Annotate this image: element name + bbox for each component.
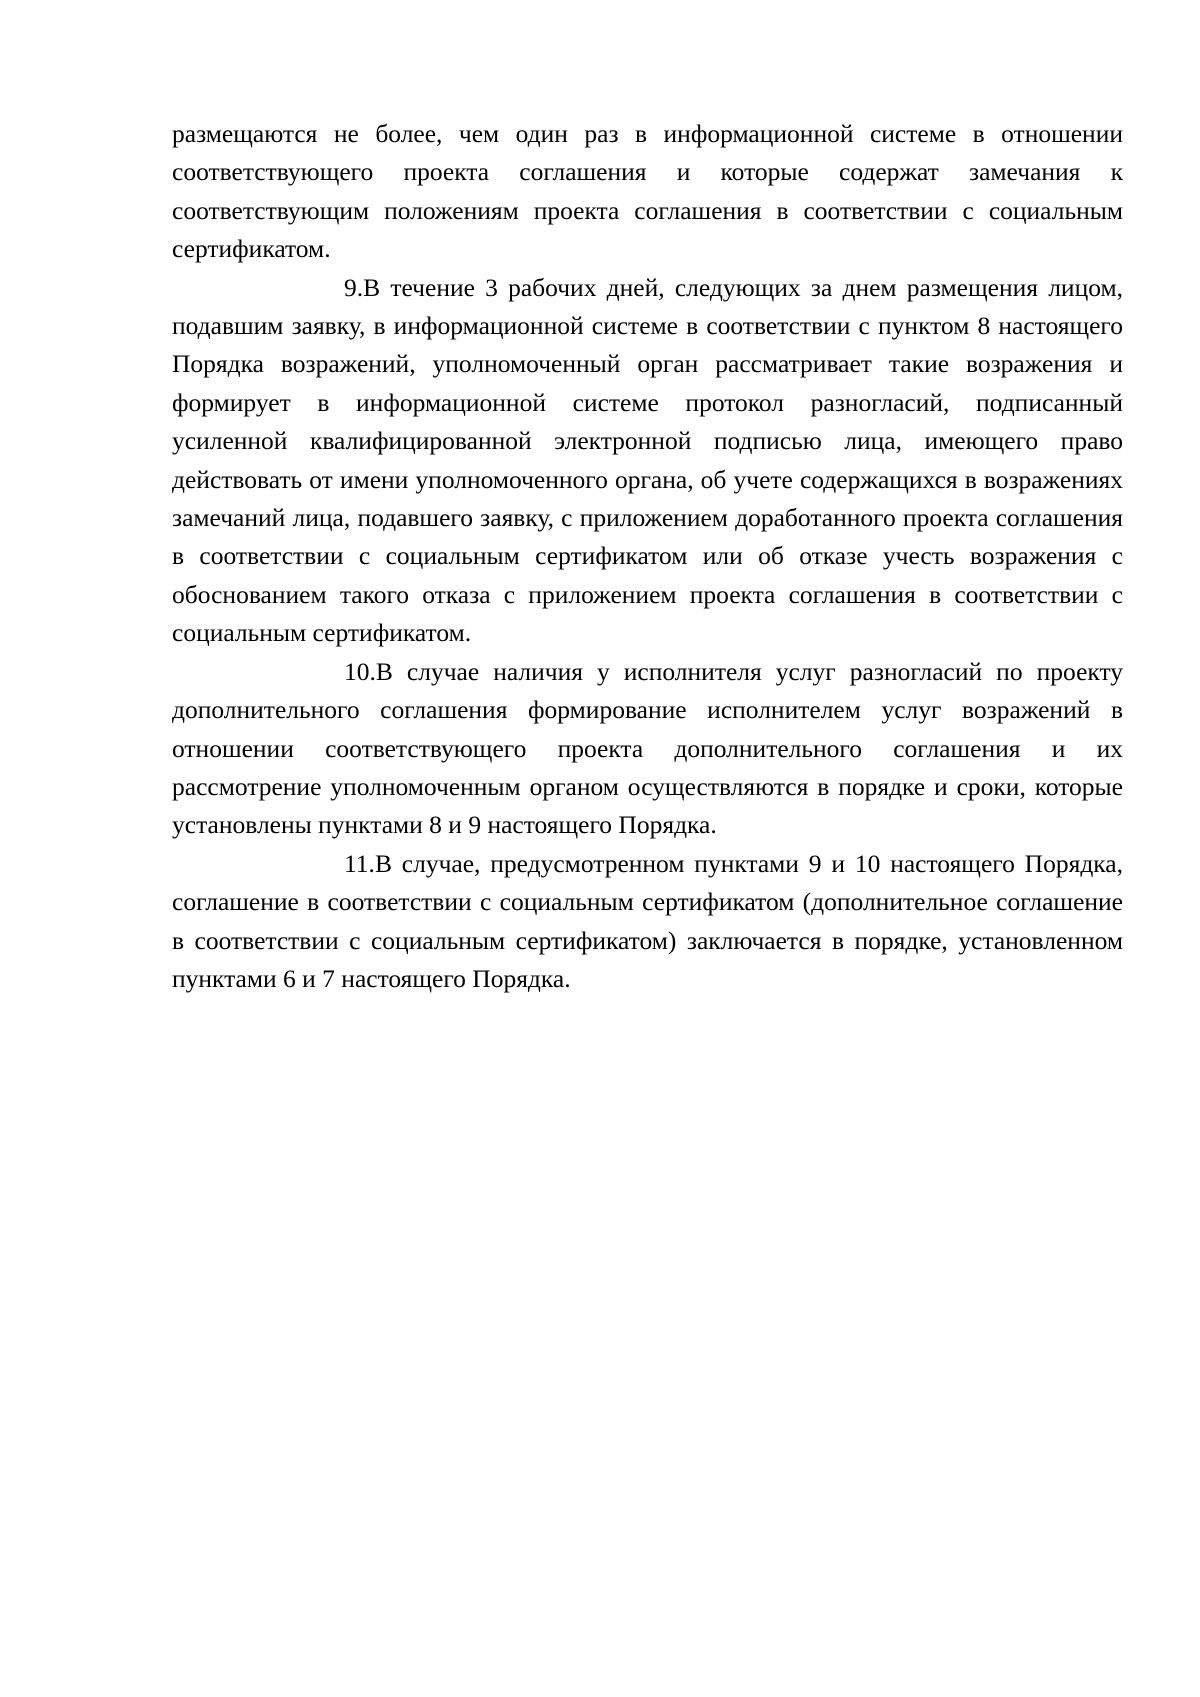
paragraph-10 — [172, 653, 1123, 845]
paragraph-text: В течение 3 рабочих дней, следующих за днем размещения лицом, подавшим заявку, в информационной системе в соответствии с пунктом 8 настоящего Порядка возражений, уполномоченный орган рассматривает такие возражения и формирует в информационной системе протокол разногласий, подписанный усиленной квалифицированной электронной подписью лица, имеющего право действовать от имени уполномоченного органа, об учете содержащихся в возражениях замечаний лица, подавшего заявку, с приложением доработанного проекта соглашения в соответствии с социальным сертификатом или об отказе учесть возражения с обоснованием такого отказа с приложением проекта соглашения в соответствии с социальным сертификатом. — [172, 272, 1123, 648]
paragraph-number: 9. — [344, 272, 364, 302]
paragraph-9 — [172, 269, 1123, 653]
paragraph-text: В случае наличия у исполнителя услуг разногласий по проекту дополнительного соглашения формирование исполнителем услуг возражений в отношении соответствующего проекта дополнительного соглашения и их рассмотрение уполномоченным органом осуществляются в порядке и сроки, которые установлены пунктами 8 и 9 настоящего Порядка. — [172, 656, 1123, 840]
paragraph-text: В случае, предусмотренном пунктами 9 и 10 настоящего Порядка, соглашение в соответствии с социальным сертификатом (дополнительное соглашение в соответствии с социальным сертификатом) заключается в порядке, установленном пунктами 6 и 7 настоящего Порядка. — [172, 848, 1123, 993]
paragraph-number: 10. — [344, 656, 376, 686]
document-body — [172, 115, 1123, 998]
paragraph-11 — [172, 845, 1123, 999]
paragraph-number: 11. — [344, 848, 375, 878]
continuation-paragraph: размещаются не более, чем один раз в информационной системе в отношении соответствующего проекта соглашения и которые содержат замечания к соответствующим положениям проекта соглашения в соответствии с социальным сертификатом. — [172, 119, 1123, 264]
